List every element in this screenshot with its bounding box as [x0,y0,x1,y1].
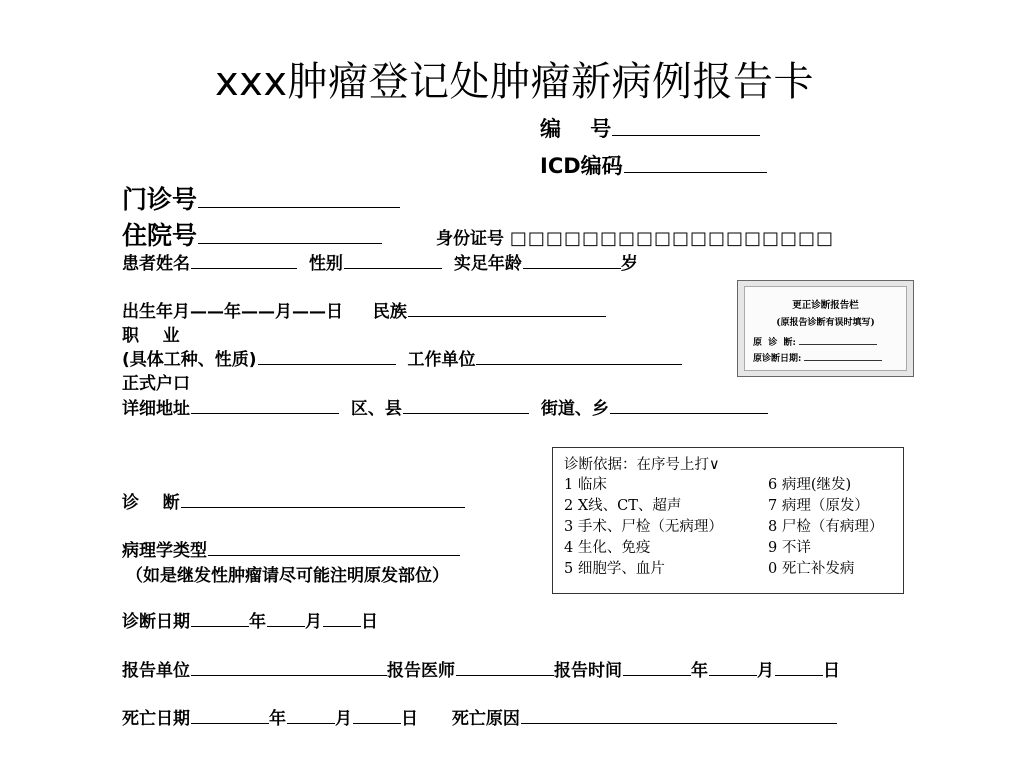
report-unit-label: 报告单位 [122,661,190,681]
patient-name-field[interactable] [191,250,297,269]
street-label: 街道、乡 [540,399,609,419]
birth-row [122,297,606,322]
month-label: 月 [335,709,352,729]
serial-number-row [540,113,760,143]
address-label: 详细地址 [122,399,190,419]
death-month-field[interactable] [287,705,335,724]
street-field[interactable] [610,395,768,414]
orig-date-label: 原诊断日期: [753,354,802,364]
basis-option[interactable]: 9 不详 [768,540,811,556]
orig-diagnosis-field[interactable] [799,335,877,345]
diagnosis-basis-header: 诊断依据：在序号上打∨ [564,457,720,473]
report-doctor-label: 报告医师 [387,661,455,681]
orig-diagnosis-row [753,335,877,348]
inpatient-row [122,216,382,252]
correction-panel [737,280,914,377]
serial-label: 编 号 [540,117,612,141]
diagnosis-label: 诊 断 [122,493,180,513]
basis-option[interactable]: 4 生化、免疫 [564,540,651,556]
basis-option[interactable]: 1 临床 [564,477,607,493]
basis-option[interactable]: 6 病理(继发) [768,477,852,493]
day-label: 日 [401,709,418,729]
pathology-row [122,536,460,561]
inpatient-no-field[interactable] [198,219,382,244]
diagnosis-month-field[interactable] [267,608,305,627]
death-cause-label: 死亡原因 [451,709,520,729]
correction-panel-inner [744,286,907,371]
report-day-field[interactable] [775,657,823,676]
day-label: 日 [823,661,840,681]
pathology-field[interactable] [208,537,460,556]
year-label: 年 [691,661,708,681]
diagnosis-date-row [122,607,378,632]
basis-option[interactable]: 7 病理（原发） [768,498,869,514]
pathology-note: （如是继发性肿瘤请尽可能注明原发部位） [126,566,449,586]
clinic-no-label: 门诊号 [122,185,198,214]
inpatient-no-label: 住院号 [122,221,198,250]
orig-diagnosis-label: 原 诊 断: [753,338,796,348]
icd-label: ICD编码 [540,154,623,178]
report-month-field[interactable] [709,657,757,676]
month-label: 月 [305,612,322,632]
gender-field[interactable] [344,250,442,269]
report-unit-field[interactable] [191,657,387,676]
pathology-label: 病理学类型 [122,541,207,561]
year-label: 年 [269,709,286,729]
birth-label: 出生年月——年——月——日 [122,302,343,322]
patient-row [122,249,638,274]
correction-subtitle: (原报告诊断有误时填写) [776,318,875,328]
basis-option[interactable]: 0 死亡补发病 [768,561,855,577]
death-cause-field[interactable] [521,705,837,724]
age-unit: 岁 [620,254,638,274]
report-year-field[interactable] [623,657,691,676]
serial-field[interactable] [612,117,760,136]
work-unit-field[interactable] [476,346,682,365]
icd-field[interactable] [624,154,767,173]
death-date-label: 死亡日期 [122,709,190,729]
district-field[interactable] [403,395,529,414]
age-label: 实足年龄 [453,254,522,274]
orig-date-field[interactable] [804,351,882,361]
death-day-field[interactable] [353,705,401,724]
month-label: 月 [757,661,774,681]
icd-row [540,150,767,180]
clinic-no-field[interactable] [198,183,400,208]
id-card-boxes[interactable]: □□□□□□□□□□□□□□□□□□ [509,228,835,249]
address-field[interactable] [191,395,339,414]
work-unit-label: 工作单位 [407,350,476,370]
occupation-label: 职 业 [122,326,180,346]
occupation-field[interactable] [258,346,396,365]
patient-name-label: 患者姓名 [122,254,190,274]
day-label: 日 [361,612,378,632]
correction-title: 更正诊断报告栏 [792,300,859,311]
id-card-label: 身份证号 [436,229,504,249]
ethnicity-label: 民族 [372,302,407,322]
registered-residence-label: 正式户口 [122,374,190,394]
occupation-detail-label: (具体工种、性质) [122,350,257,370]
report-time-label: 报告时间 [554,661,622,681]
district-label: 区、县 [350,399,402,419]
clinic-row [122,180,400,216]
ethnicity-field[interactable] [408,298,606,317]
basis-option[interactable]: 2 X线、CT、超声 [564,498,682,514]
occupation-row [122,345,682,370]
diagnosis-field[interactable] [181,489,465,508]
report-row [122,656,840,681]
orig-date-row [753,351,882,364]
report-doctor-field[interactable] [456,657,554,676]
id-card-row [436,224,834,249]
age-field[interactable] [523,250,621,269]
address-row [122,394,768,419]
gender-label: 性别 [308,254,343,274]
basis-option[interactable]: 3 手术、尸检（无病理） [564,519,723,535]
diagnosis-row [122,488,465,513]
page-title: xxx肿瘤登记处肿瘤新病例报告卡 [215,59,815,105]
basis-option[interactable]: 5 细胞学、血片 [564,561,665,577]
diagnosis-basis-panel [552,447,904,594]
diagnosis-date-label: 诊断日期 [122,612,190,632]
death-row [122,704,837,729]
basis-option[interactable]: 8 尸检（有病理） [768,519,884,535]
diagnosis-year-field[interactable] [191,608,249,627]
death-year-field[interactable] [191,705,269,724]
year-label: 年 [249,612,266,632]
diagnosis-day-field[interactable] [323,608,361,627]
